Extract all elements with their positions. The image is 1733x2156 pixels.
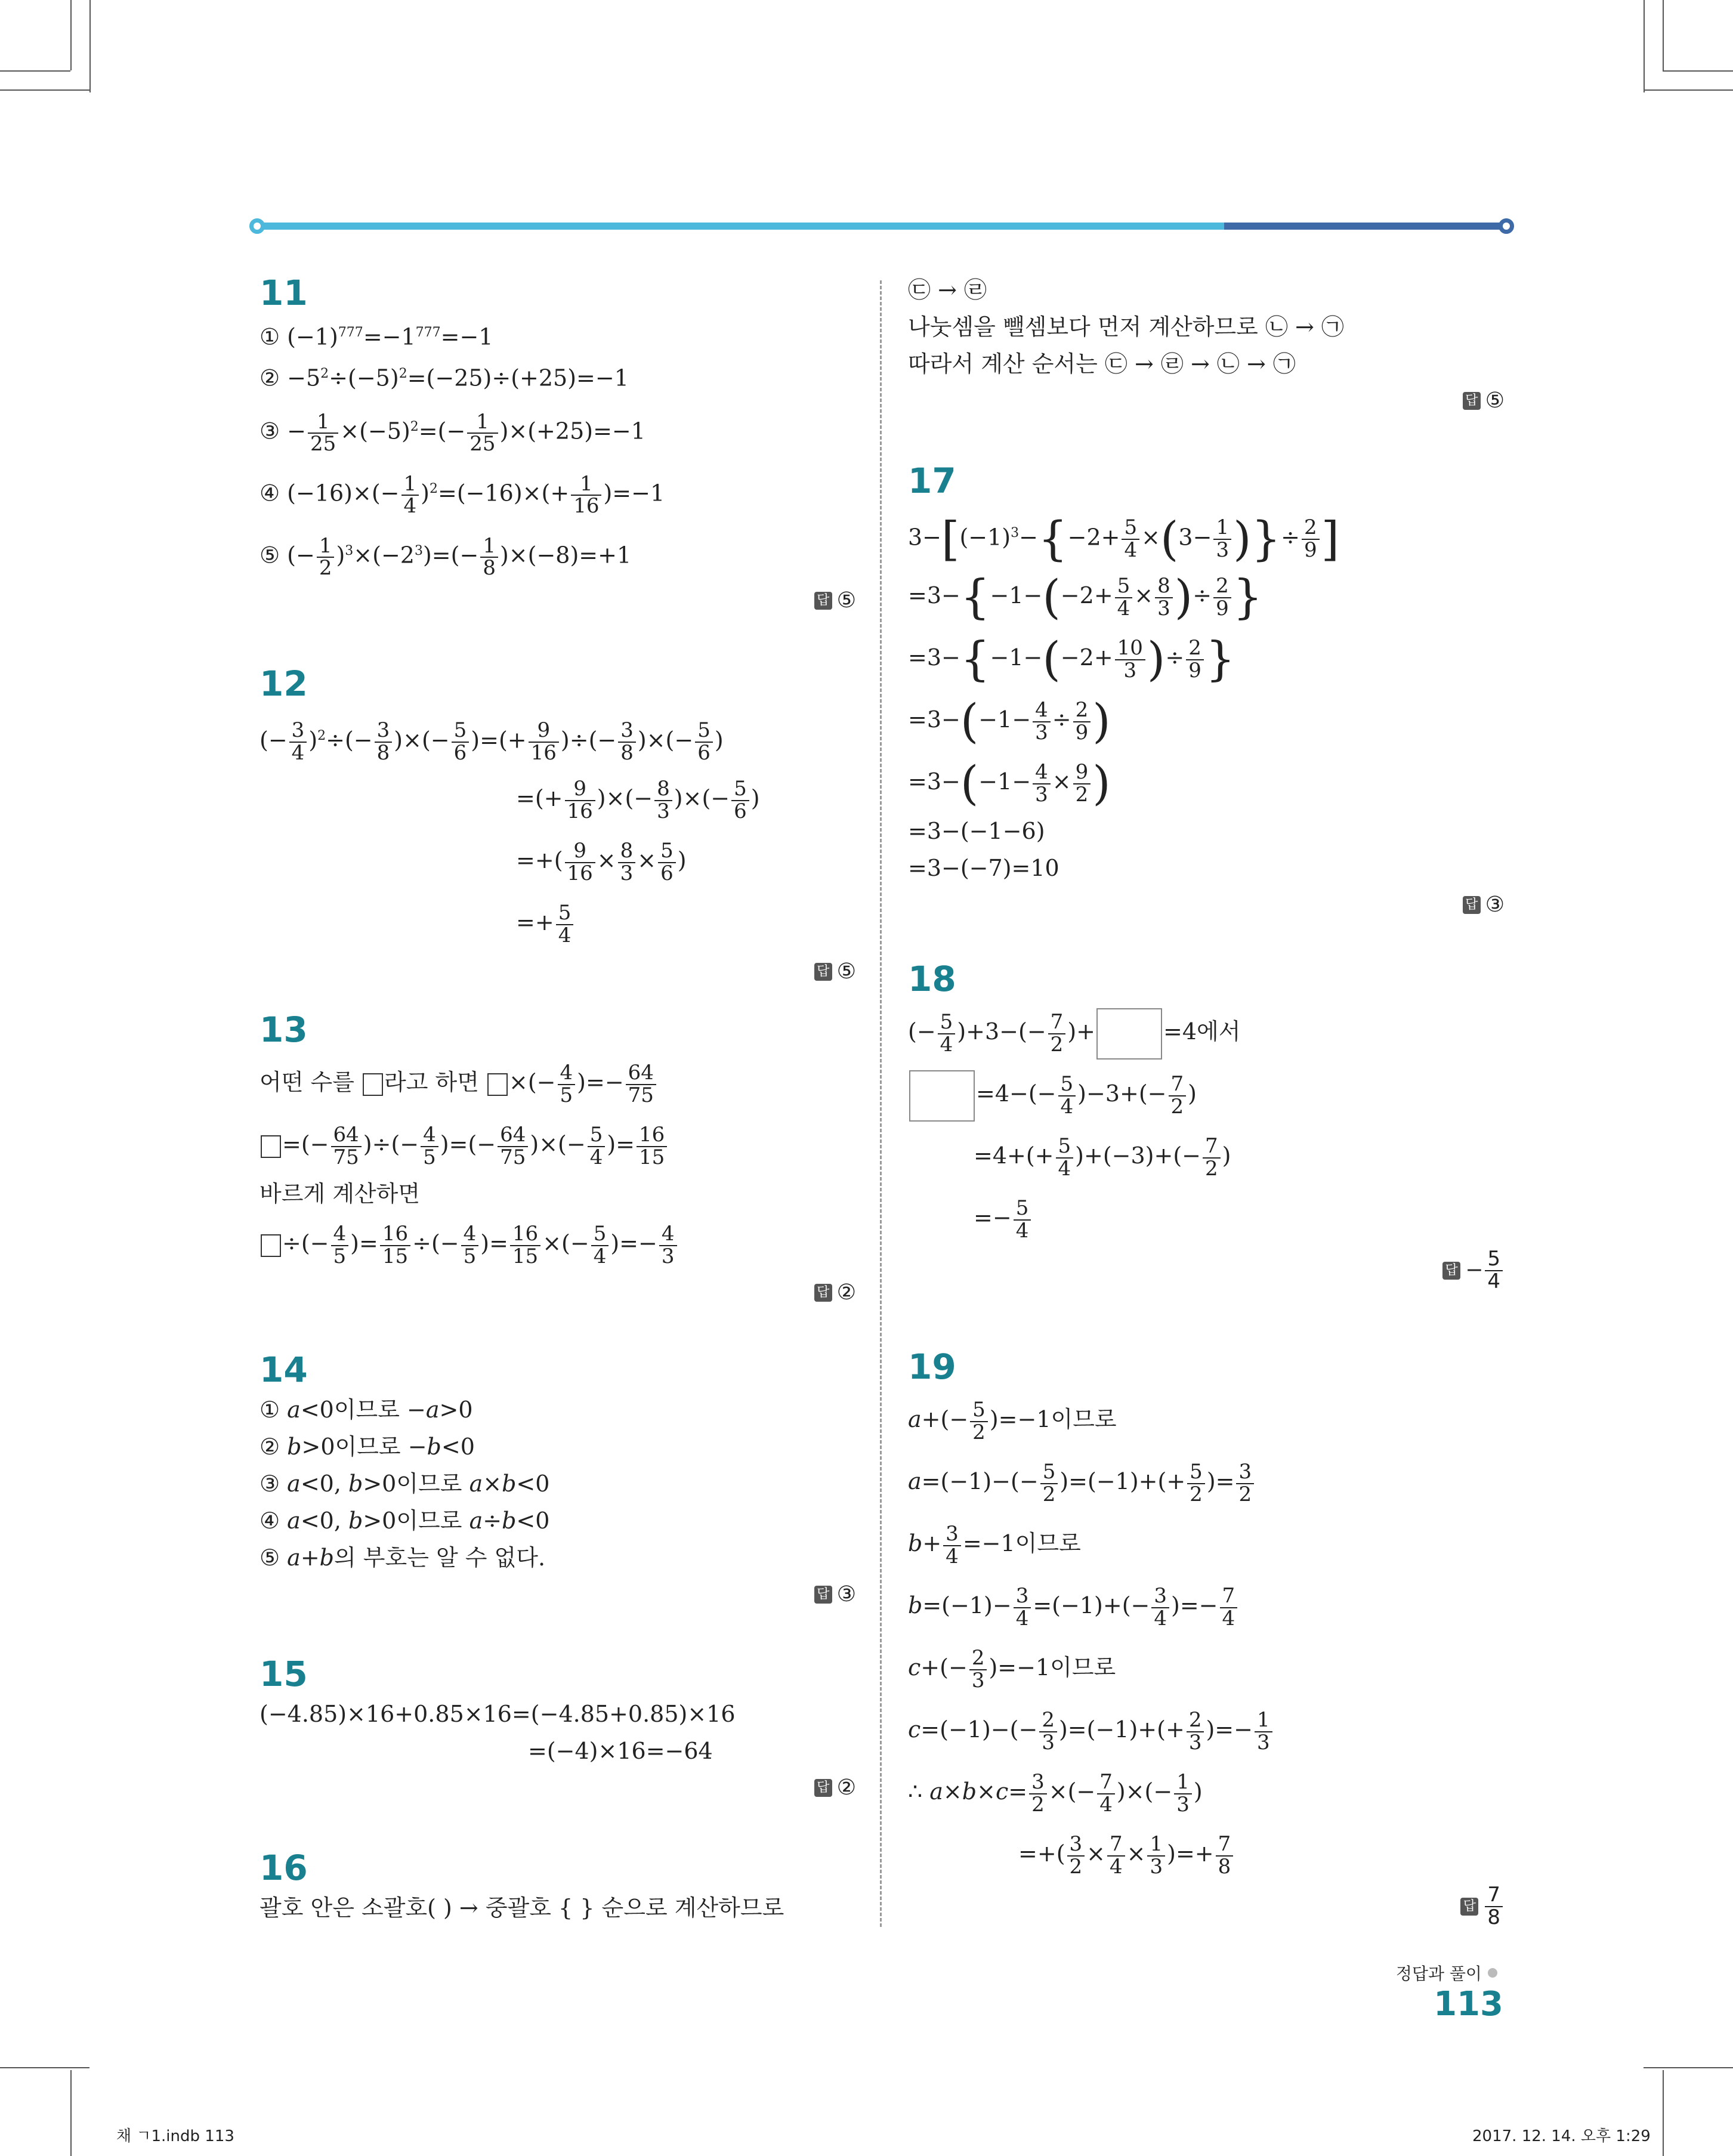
problem-16 <box>260 1846 856 1926</box>
answer: 답 ③ <box>260 1576 856 1613</box>
problem-number: 11 <box>260 273 308 313</box>
crop-mark <box>0 70 70 72</box>
solution-line: =(− $\frac{64}{75}$ )÷(− $\frac{4}{5}$ )=(− $\frac{64}{75}$ )×(− $\frac{5}{4}$ )= $\frac{16}{15}$ <box>260 1113 856 1175</box>
crop-mark <box>89 0 91 92</box>
solution-line: c+(− $\frac{2}{3}$ )=−1이므로 <box>908 1645 1116 1692</box>
solution-line: =+( $\frac{9}{16}$ × $\frac{8}{3}$ × $\frac{5}{6}$ ) <box>516 838 687 885</box>
solution-line: a+(− $\frac{5}{2}$ )=−1이므로 <box>908 1397 1117 1444</box>
answer: 답 ⑤ <box>260 953 856 990</box>
problem-14 <box>260 1348 856 1613</box>
answer: 답 ⑤ <box>260 582 856 619</box>
header-bar-left-dot <box>249 218 265 234</box>
solution-line: b=(−1)− $\frac{3}{4}$ =(−1)+(− $\frac{3}{4}$ )=− $\frac{7}{4}$ <box>908 1574 1505 1636</box>
blank-box <box>261 1234 281 1257</box>
answer: 답 ③ <box>908 887 1505 923</box>
solution-line: =3−(−1−6) <box>908 818 1045 844</box>
solution-line: 어떤 수를 라고 하면 ×(− $\frac{4}{5}$ )=− $\frac{64}{75}$ <box>260 1051 856 1113</box>
crop-mark <box>70 0 72 70</box>
answer-badge: 답 <box>814 1284 832 1302</box>
solution-line: c=(−1)−(− $\frac{2}{3}$ )=(−1)+(+ $\frac{2}{3}$ )=− $\frac{1}{3}$ <box>908 1698 1505 1760</box>
solution-line: ㉢ → ㉣ <box>908 277 987 303</box>
solution-line: ÷(− $\frac{4}{5}$ )= $\frac{16}{15}$ ÷(− $\frac{4}{5}$ )= $\frac{16}{15}$ ×(− $\frac{5}{4}$ )=− $\frac{4}{3}$ <box>260 1212 856 1274</box>
solution-line: 괄호 안은 소괄호( ) → 중괄호 { } 순으로 계산하므로 <box>260 1895 784 1921</box>
header-bar-right-dot <box>1499 218 1514 234</box>
footer-dot <box>1488 1968 1497 1978</box>
solution-line: =− $\frac{5}{4}$ <box>908 1187 1505 1249</box>
problem-number: 17 <box>908 461 956 501</box>
solution-line: a=(−1)−(− $\frac{5}{2}$ )=(−1)+(+ $\frac{5}{2}$ )= $\frac{3}{2}$ <box>908 1450 1505 1512</box>
header-bar <box>249 218 1514 234</box>
solution-line: (− $\frac{5}{4}$ )+3−(− $\frac{7}{2}$ )+ =4에서 <box>908 1000 1505 1062</box>
blank-box <box>261 1135 281 1158</box>
blank-box <box>909 1070 975 1122</box>
problem-11 <box>260 271 856 619</box>
solution-line: =3−{−1−(−2+ $\frac{5}{4}$ × $\frac{8}{3}$ )÷ $\frac{2}{9}$ } <box>908 570 1263 625</box>
answer-badge: 답 <box>814 1779 832 1797</box>
solution-line: ② $-5^2\div(-5)^2=(-25)\div(+25)=-1$ <box>260 365 629 391</box>
crop-mark <box>1644 89 1733 91</box>
answer: 답 $\frac{7}{8}$ <box>908 1885 1505 1928</box>
solution-line: ④ a<0, b>0이므로 a÷b<0 <box>260 1508 550 1534</box>
footer-label: 정답과 풀이 <box>1395 1964 1482 1984</box>
crop-mark <box>1663 0 1664 70</box>
blank-box <box>363 1073 383 1096</box>
answer-badge: 답 <box>814 963 832 981</box>
solution-line: =4−(− $\frac{5}{4}$ )−3+(− $\frac{7}{2}$ ) <box>908 1062 1505 1125</box>
crop-mark <box>0 89 89 91</box>
crop-mark <box>1663 2070 1664 2156</box>
blank-box <box>487 1073 508 1096</box>
problem-number: 18 <box>908 959 956 999</box>
crop-mark <box>0 2067 89 2068</box>
answer-badge: 답 <box>1463 392 1481 410</box>
problem-13 <box>260 1008 856 1311</box>
problem-number: 19 <box>908 1346 956 1387</box>
answer: 답 − $\frac{5}{4}$ <box>908 1249 1505 1292</box>
solution-line: 나눗셈을 뺄셈보다 먼저 계산하므로 ㉡ → ㉠ <box>908 314 1344 340</box>
solution-line: =3−(−1− $\frac{4}{3}$ × $\frac{9}{2}$ ) <box>908 756 1111 811</box>
column-divider <box>880 280 882 1927</box>
answer: 답 ⑤ <box>908 382 1505 419</box>
header-bar-light <box>258 223 1224 230</box>
solution-line: ① a<0이므로 −a>0 <box>260 1397 473 1423</box>
crop-mark <box>1663 70 1733 72</box>
solution-line: 따라서 계산 순서는 ㉢ → ㉣ → ㉡ → ㉠ <box>908 351 1296 377</box>
problem-number: 13 <box>260 1009 308 1050</box>
solution-line: =(+ $\frac{9}{16}$ )×(− $\frac{8}{3}$ )×(− $\frac{5}{6}$ ) <box>516 776 760 823</box>
problem-17 <box>908 459 1505 923</box>
problem-12 <box>260 662 856 990</box>
solution-line: =3−{−1−(−2+ $\frac{10}{3}$ )÷ $\frac{2}{9}$ } <box>908 632 1235 687</box>
solution-line: ③ − $\frac{1}{25}$ $\times(-5)^2=(-$ $\frac{1}{25}$ )×(+25)=−1 <box>260 409 645 456</box>
imprint-file: 채 ㄱ1.indb 113 <box>116 2127 234 2145</box>
crop-mark <box>1644 0 1645 92</box>
solution-line: b+ $\frac{3}{4}$ =−1이므로 <box>908 1521 1081 1568</box>
solution-line: ① $(-1)^{777}=-1^{777}=-1$ <box>260 323 493 350</box>
answer: 답 ② <box>260 1769 856 1806</box>
problem-16-continued <box>908 271 1505 419</box>
solution-line: (− $\frac{3}{4}$ )$^2$÷(− $\frac{3}{8}$ )×(− $\frac{5}{6}$ )=(+ $\frac{9}{16}$ )÷(− $\frac{3}{8}$ )×(− $\frac{5}{6}$ ) <box>260 718 724 765</box>
solution-line: ④ (−16)×(− $\frac{1}{4}$ )$^2$=(−16)×(+ $\frac{1}{16}$ )=−1 <box>260 471 665 518</box>
solution-line: ② b>0이므로 −b<0 <box>260 1434 475 1460</box>
solution-line: =+ $\frac{5}{4}$ <box>260 891 856 953</box>
solution-line: =3−(−1− $\frac{4}{3}$ ÷ $\frac{2}{9}$ ) <box>908 694 1111 749</box>
answer-badge: 답 <box>814 1586 832 1604</box>
blank-box <box>1096 1008 1162 1060</box>
solution-line: ③ a<0, b>0이므로 a×b<0 <box>260 1471 550 1497</box>
problem-18 <box>908 957 1505 1292</box>
solution-line: =+( $\frac{3}{2}$ × $\frac{7}{4}$ × $\frac{1}{3}$ )=+ $\frac{7}{8}$ <box>908 1823 1505 1885</box>
problem-number: 14 <box>260 1349 308 1390</box>
solution-line: ⑤ (− $\frac{1}{2}$ )$^3\times(-2^3)=(-$ $\frac{1}{8}$ )×(−8)=+1 <box>260 533 632 580</box>
solution-line: (−4.85)×16+0.85×16=(−4.85+0.85)×16 <box>260 1701 736 1727</box>
page-footer <box>1330 1961 1503 2024</box>
answer: 답 ② <box>260 1274 856 1311</box>
solution-line: =4+(+ $\frac{5}{4}$ )+(−3)+(− $\frac{7}{2}$ ) <box>974 1133 1231 1181</box>
answer-badge: 답 <box>814 592 832 610</box>
solution-line: =(−4)×16=−64 <box>528 1738 713 1764</box>
solution-line: ∴ a×b×c= $\frac{3}{2}$ ×(− $\frac{7}{4}$ )×(− $\frac{1}{3}$ ) <box>908 1769 1203 1817</box>
solution-line: ⑤ a+b의 부호는 알 수 없다. <box>260 1545 546 1571</box>
problem-15 <box>260 1652 856 1806</box>
answer-badge: 답 <box>1463 896 1481 914</box>
solution-line: =3−(−7)=10 <box>908 855 1059 881</box>
answer-badge: 답 <box>1442 1262 1460 1280</box>
crop-mark <box>70 2070 72 2156</box>
problem-19 <box>908 1345 1505 1928</box>
problem-number: 12 <box>260 663 308 704</box>
page-number: 113 <box>1434 1985 1503 2024</box>
solution-line: 바르게 계산하면 <box>260 1181 421 1207</box>
crop-mark <box>1644 2067 1733 2068</box>
problem-number: 15 <box>260 1654 308 1694</box>
answer-badge: 답 <box>1460 1898 1478 1916</box>
solution-line: $3-[(-1)^3-\{-2+$ $\frac{5}{4}$ ×(3− $\frac{1}{3}$ )}÷ $\frac{2}{9}$ ] <box>908 512 1340 567</box>
problem-number: 16 <box>260 1848 308 1888</box>
header-bar-dark <box>1224 223 1502 230</box>
imprint-date: 2017. 12. 14. 오후 1:29 <box>1472 2127 1651 2145</box>
